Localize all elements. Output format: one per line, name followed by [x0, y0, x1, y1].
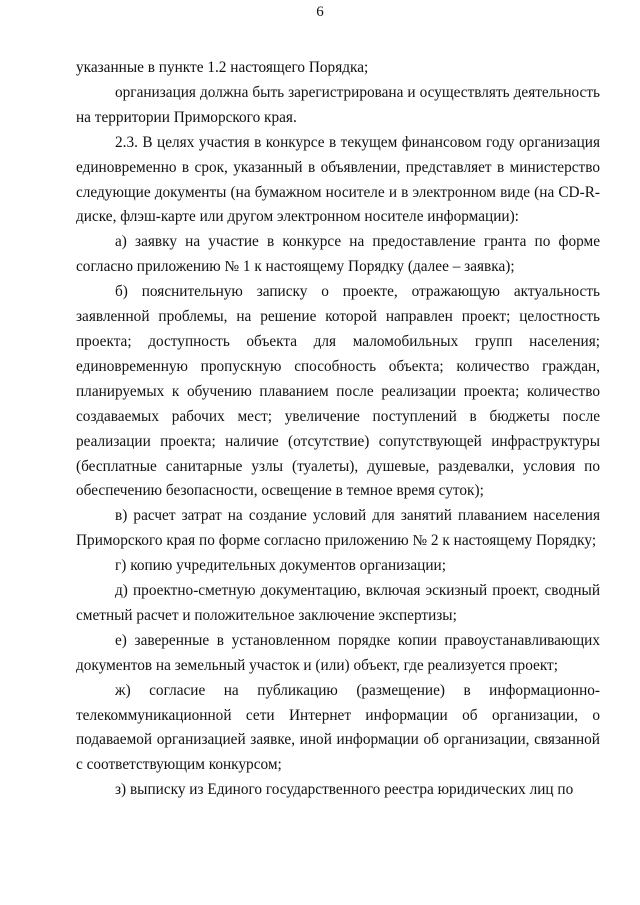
list-item-d: д) проектно-сметную документацию, включая эскизный проект, сводный сметный расчет и положительное заключение экспертизы;: [76, 582, 600, 624]
list-item-g: г) копию учредительных документов организации;: [115, 557, 446, 575]
list-item-z: з) выписку из Единого государственного реестра юридических лиц по: [115, 781, 574, 799]
paragraph-registration-requirement: организация должна быть зарегистрирована и осуществлять деятельность на территории Приморского края.: [76, 83, 600, 126]
list-item-v: в) расчет затрат на создание условий для занятий плаванием населения Приморского края по форме согласно приложению № 2 к настоящему Порядку;: [76, 507, 600, 550]
list-item-e: е) заверенные в установленном порядке копии правоустанавливающих документов на земельный участок и (или) объект, где реализуется проект;: [76, 631, 600, 674]
paragraph-clause-2-3: 2.3. В целях участия в конкурсе в текущем финансовом году организация единовременно в срок, указанный в объявлении, представляет в министерство следующие документы (на бумажном носителе и в электронном виде (на CD-R-диске, флэш-карте или другом электронном носителе информации):: [76, 133, 600, 226]
list-item-zh: ж) согласие на публикацию (размещение) в информационно-телекоммуникационной сети Интернет информации об организации, о подаваемой организацией заявке, иной информации об организации, связанной с соответствующим конкурсом;: [76, 681, 600, 774]
list-item-a: а) заявку на участие в конкурсе на предоставление гранта по форме согласно приложению № 1 к настоящему Порядку (далее – заявка);: [76, 233, 600, 276]
list-item-b: б) пояснительную записку о проекте, отражающую актуальность заявленной проблемы, на решение которой направлен проект; целостность проекта; доступность объекта для маломобильных групп населения; единовременную пропускную способность объекта; количество граждан, планируемых к обучению плаванием после реализации проекта; количество создаваемых рабочих мест; увеличение поступлений в бюджеты после реализации проекта; наличие (отсутствие) сопутствующей инфраструктуры (бесплатные санитарные узлы (туалеты), душевые, раздевалки, условия по обеспечению безопасности, освещение в темное время суток);: [76, 283, 600, 500]
paragraph-continuation: указанные в пункте 1.2 настоящего Порядка;: [76, 59, 369, 76]
document-body: [76, 56, 600, 803]
page-number: 6: [316, 4, 324, 20]
